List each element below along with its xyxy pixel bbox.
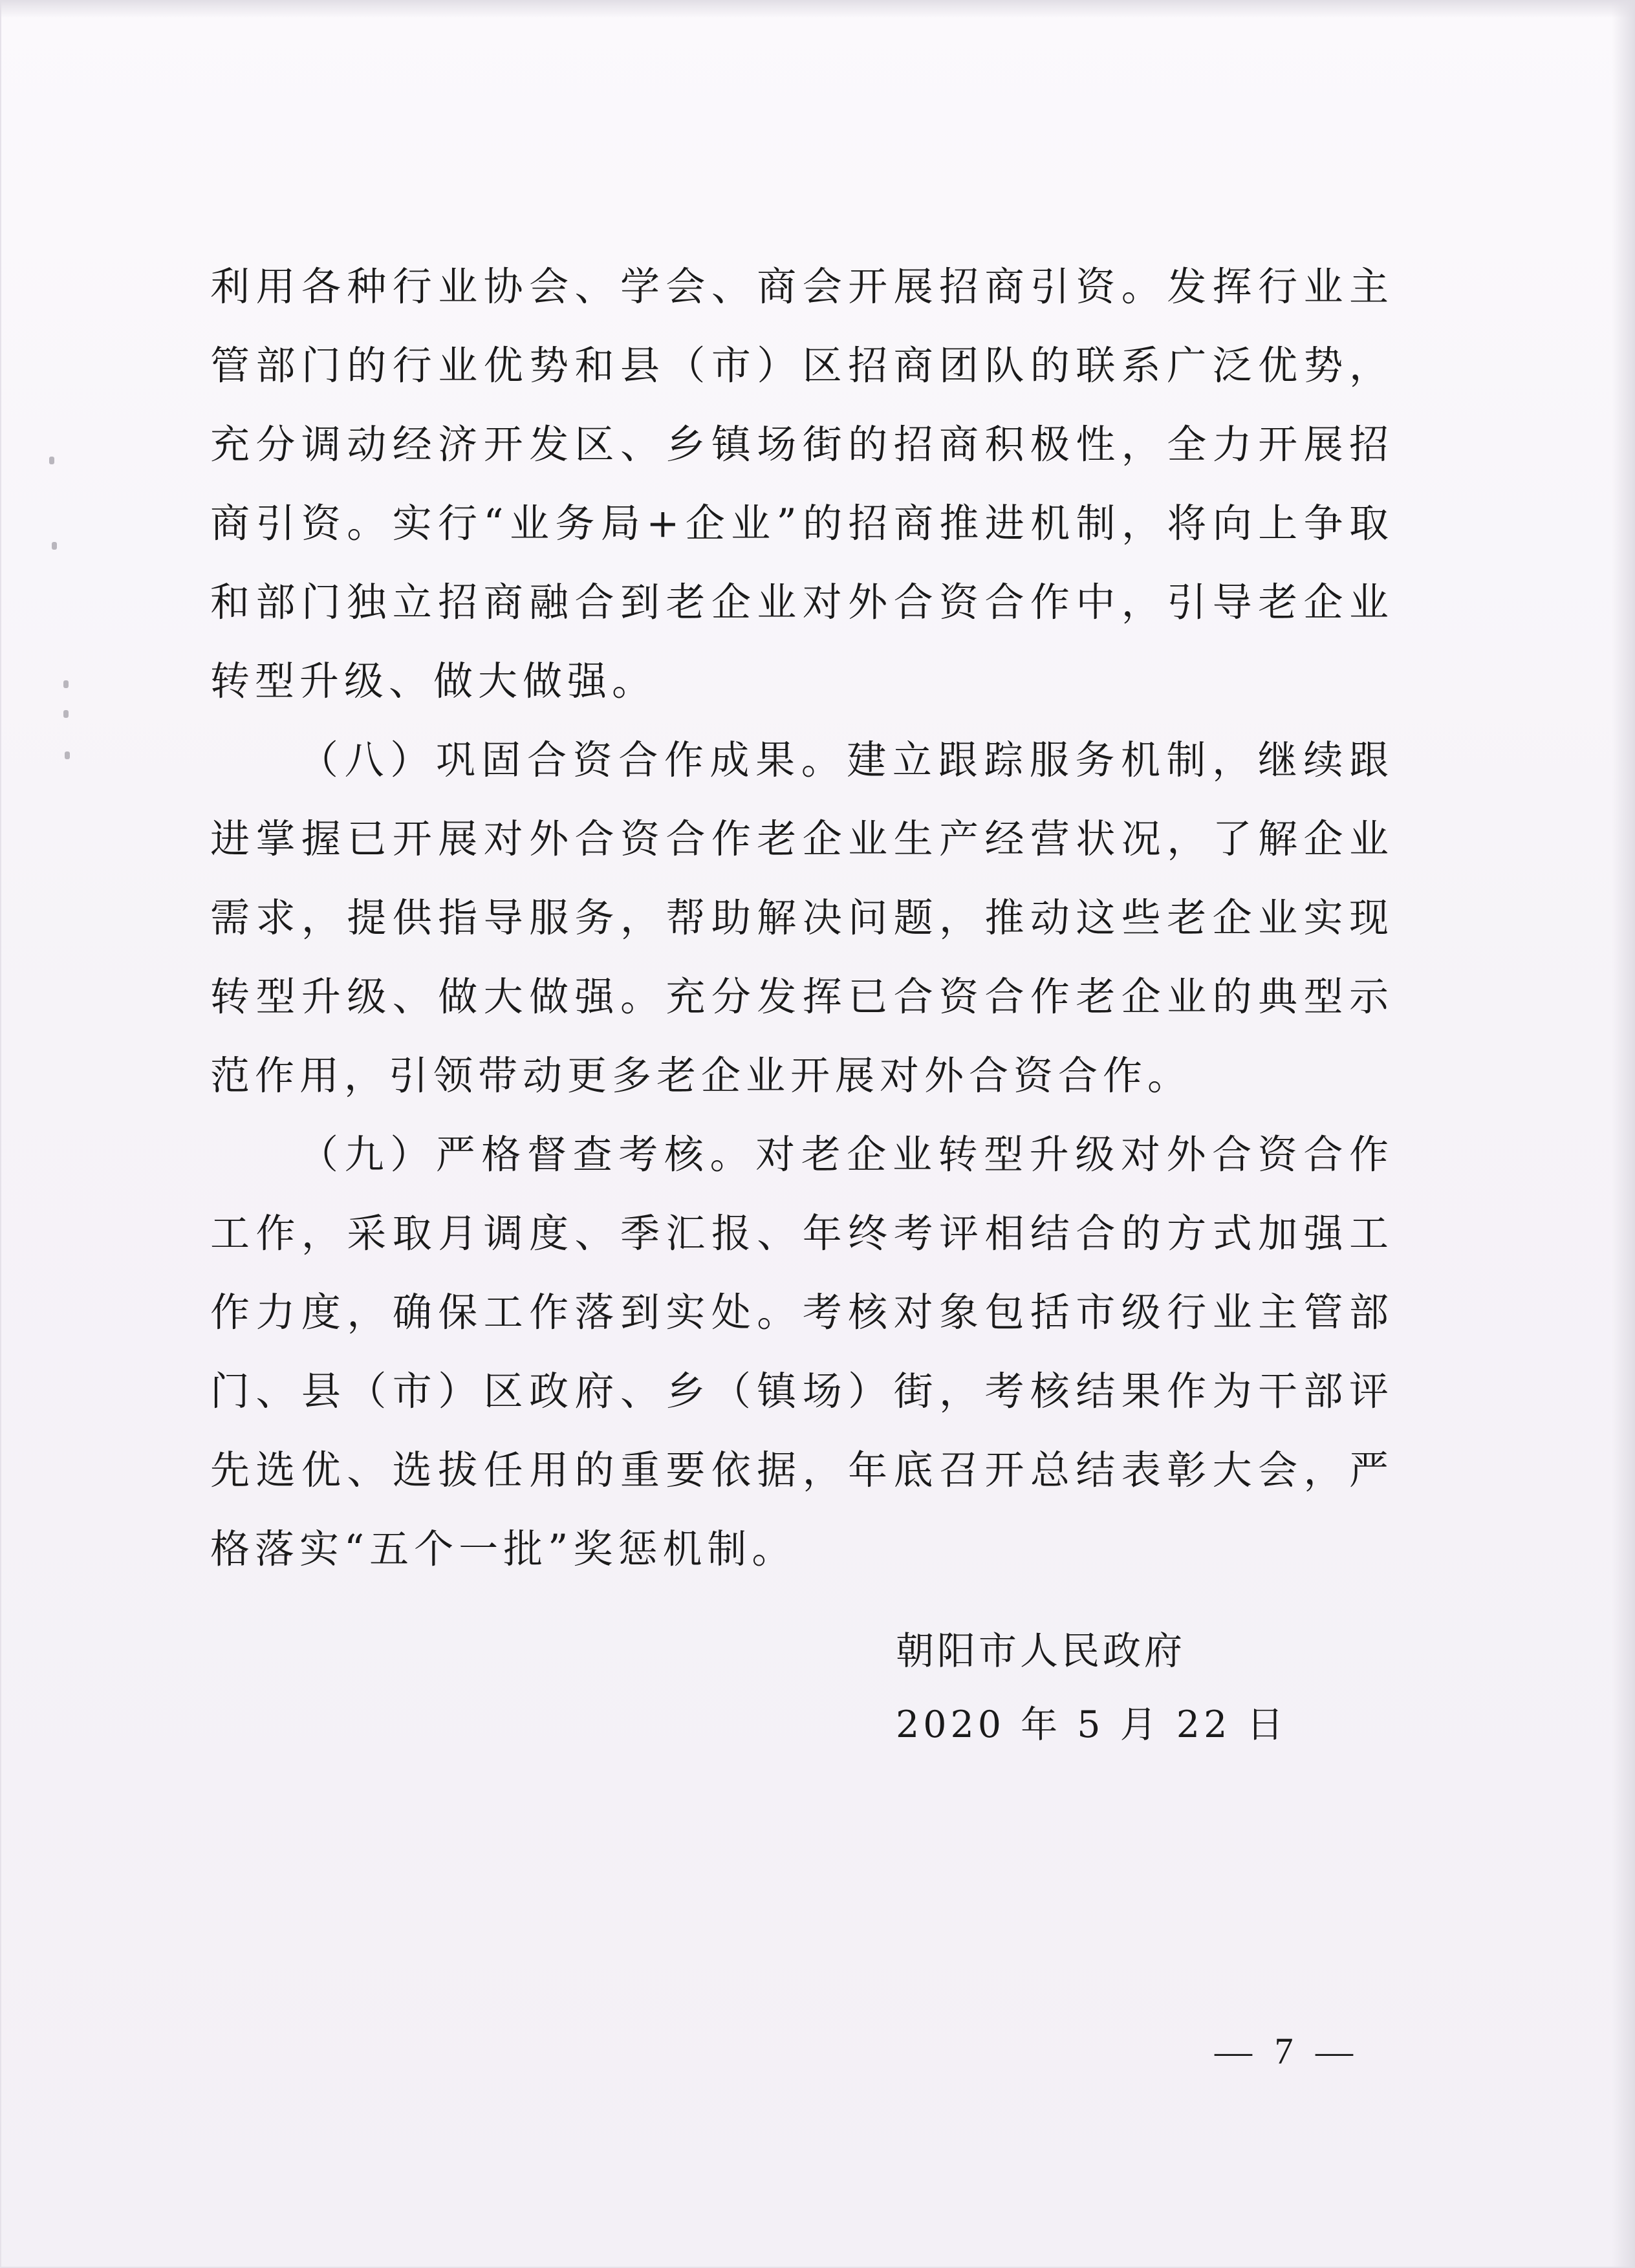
binding-hole-mark (63, 710, 69, 718)
binding-hole-mark (65, 751, 70, 759)
document-body (210, 248, 1394, 1589)
binding-hole-mark (52, 542, 57, 550)
scan-shadow-top (0, 0, 1635, 18)
binding-hole-mark (63, 680, 69, 688)
page-number: — 7 — (1215, 2030, 1359, 2072)
scan-shadow-right (1612, 0, 1635, 2268)
signature-block (896, 1625, 1287, 1751)
paragraph-section-8: （八）巩固合资合作成果。建立跟踪服务机制，继续跟进掌握已开展对外合资合作老企业生产经营状况，了解企业需求，提供指导服务，帮助解决问题，推动这些老企业实现转型升级、做大做强。充分发挥已合资合作老企业的典型示范作用，引领带动更多老企业开展对外合资合作。 (210, 737, 1394, 1099)
paragraph-section-9: （九）严格督查考核。对老企业转型升级对外合资合作工作，采取月调度、季汇报、年终考评相结合的方式加强工作力度，确保工作落到实处。考核对象包括市级行业主管部门、县（市）区政府、乡（镇场）街，考核结果作为干部评先选优、选拔任用的重要依据，年底召开总结表彰大会，严格落实“五个一批”奖惩机制。 (210, 1132, 1394, 1572)
issue-date: 2020 年 5 月 22 日 (896, 1703, 1288, 1746)
binding-hole-mark (49, 457, 54, 464)
issuing-organization: 朝阳市人民政府 (896, 1628, 1186, 1673)
paragraph-continuation: 利用各种行业协会、学会、商会开展招商引资。发挥行业主管部门的行业优势和县（市）区招商团队的联系广泛优势，充分调动经济开发区、乡镇场街的招商积极性，全力开展招商引资。实行“业务局+企业”的招商推进机制，将向上争取和部门独立招商融合到老企业对外合资合作中，引导老企业转型升级、做大做强。 (210, 264, 1394, 704)
